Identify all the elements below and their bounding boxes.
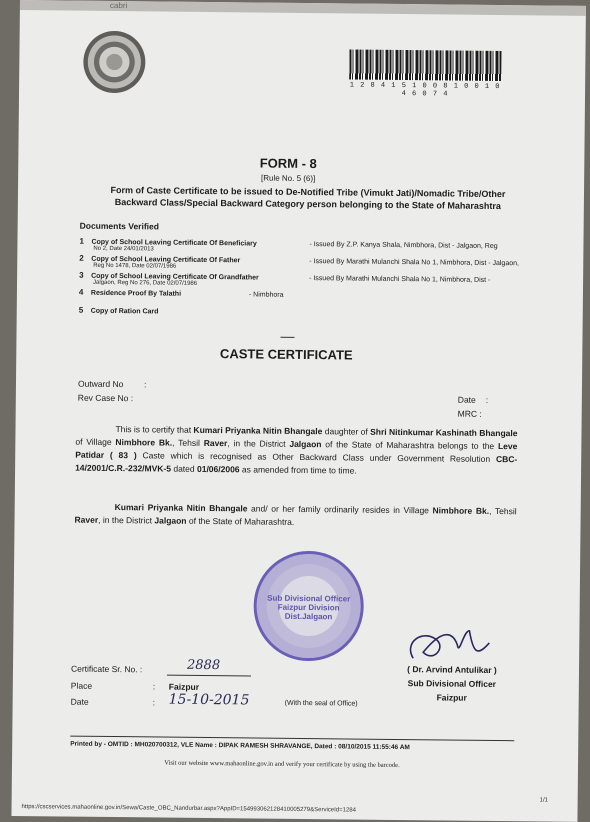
seal-note: (With the seal of Office): [284, 699, 358, 708]
government-emblem-icon: [83, 31, 146, 94]
certificate-paragraph-2: Kumari Priyanka Nitin Bhangale and/ or her family ordinarily resides in Village Nimbhore Bk., Tehsil Raver, in the District Jalgaon of the State of Maharashtra.: [74, 502, 517, 527]
date-field-colon: :: [152, 697, 156, 708]
documents-title: Documents Verified: [79, 220, 160, 232]
divider: [280, 337, 294, 338]
mrc-label: MRC :: [457, 408, 482, 419]
page-number: 1/1: [539, 797, 549, 804]
certificate-paper: [11, 0, 586, 822]
form-rule: [Rule No. 5 (6)]: [260, 173, 316, 184]
place-label: Place: [70, 680, 93, 691]
form-title: FORM - 8: [259, 155, 317, 172]
place-value: Faizpur: [168, 681, 200, 692]
document-item: 3 Copy of School Leaving Certificate Of Grandfather - Issued By Marathi Mulanchi Shala No 1, Nimbhora, Dist - Jalgaon, Reg No 276, Date 02/07/1986: [79, 270, 491, 287]
printed-by: Printed by - OMTID : MH020700312, VLE Name : DIPAK RAMESH SHRAVANGE, Dated : 08/10/2015 11:55:46 AM: [70, 740, 410, 752]
sr-underline: [167, 675, 251, 677]
document-item: 4 Residence Proof By Talathi - Nimbhora: [78, 287, 284, 299]
officer-signature: [393, 622, 503, 669]
date-colon: :: [485, 394, 489, 405]
outward-no-colon: :: [143, 379, 147, 390]
office-seal-stamp: [253, 550, 364, 661]
verify-note: Visit our website www.mahaonline.gov.in and verify your certificate by using the barcode.: [164, 759, 400, 770]
certificate-sr-label: Certificate Sr. No. :: [70, 663, 143, 675]
date-label: Date: [457, 394, 476, 405]
signatory-place: Faizpur: [436, 692, 467, 703]
place-colon: :: [152, 681, 156, 692]
barcode: [349, 49, 501, 81]
date-field-label: Date: [70, 696, 89, 707]
form-heading-line-2: Backward Class/Special Backward Category person belonging to the State of Maharashtra: [114, 197, 501, 212]
document-item: 2 Copy of School Leaving Certificate Of Father - Issued By Marathi Mulanchi Shala No 1, Nimbhora, Dist - Jalgaon, Reg No 1478, Date 02/07/1986: [79, 253, 520, 270]
outward-no-label: Outward No: [77, 378, 124, 390]
signatory-name: ( Dr. Arvind Antulikar ): [407, 664, 497, 676]
top-scrap-text: cabri: [109, 0, 128, 11]
seal-text: Sub Divisional Officer Faizpur Division Dist.Jalgaon: [267, 593, 351, 622]
certificate-paragraph-1: This is to certify that Kumari Priyanka Nitin Bhangale daughter of Shri Nitinkumar Kashinath Bhangale of Village Nimbhore Bk., Tehsil Raver, in the District Jalgaon of the State of Maharashtra belongs to the Leve Patidar ( 83 ) Caste which is recognised as Other Backward Class under Government Resolution CBC-14/2001/C.R.-232/MVK-5 dated 01/06/2006 as amended from time to time.: [75, 424, 518, 476]
signatory-post: Sub Divisional Officer: [407, 678, 497, 690]
page-url: https://cscservices.mahaonline.gov.in/Sewa/Caste_OBC_Nandurbar.aspx?AppID=154993062128410005279&ServiceId=1284: [21, 804, 357, 814]
rev-case-no-label: Rev Case No :: [77, 392, 134, 404]
top-shadow: [20, 0, 586, 16]
document-item: 1 Copy of School Leaving Certificate Of Beneficiary - Issued By Z.P. Kanya Shala, Nimbhora, Dist - Jalgaon, Reg No 2, Date 24/01/2013: [79, 236, 498, 253]
date-field-value: 15-10-2015: [168, 691, 250, 709]
barcode-number: 1 2 8 4 1 5 1 0 0 8 1 0 0 1 0 4 6 0 7 4: [349, 81, 501, 99]
caste-certificate-title: CASTE CERTIFICATE: [219, 346, 353, 363]
document-item: 5 Copy of Ration Card: [78, 305, 159, 316]
certificate-sr-value: 2888: [186, 657, 221, 674]
form-heading-line-1: Form of Caste Certificate to be issued to De-Notified Tribe (Vimukt Jati)/Nomadic Tribe/Other: [110, 184, 506, 200]
